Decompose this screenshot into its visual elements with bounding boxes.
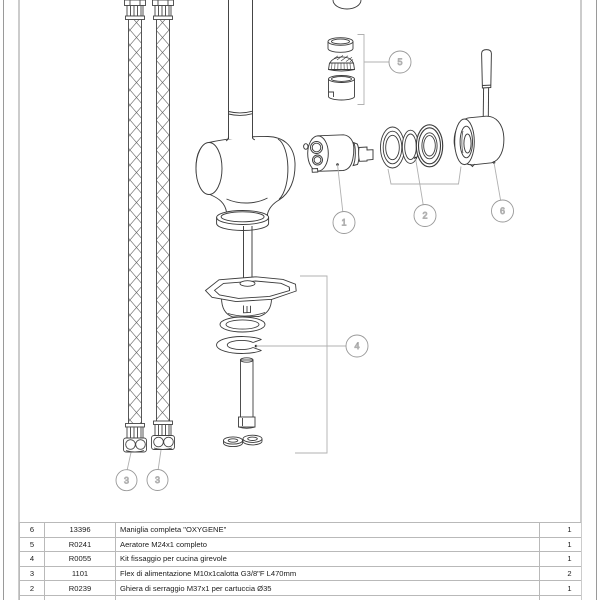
cell-pos: 5: [20, 537, 45, 552]
parts-list: [19, 522, 581, 600]
cartridge: [304, 135, 373, 173]
callout-flex-right: [147, 450, 168, 491]
cut-part-top: [333, 0, 361, 9]
cell-pos: 4: [20, 552, 45, 567]
cell-description: Aeratore M24x1 completo: [116, 537, 540, 552]
cell-description: Kit fissaggio per cucina girevole: [116, 552, 540, 567]
drawing-frame: [4, 0, 597, 600]
faucet-body: [196, 0, 295, 284]
cell-pos: 2: [20, 581, 45, 596]
cell-description: Maniglia completa "OXYGENE": [116, 523, 540, 538]
table-row: [20, 566, 582, 581]
cell-description: Ghiera di serraggio M37x1 per cartuccia Ø35: [116, 581, 540, 596]
flex-hose-right: [152, 0, 175, 450]
table-row: [20, 537, 582, 552]
handle: [454, 50, 504, 167]
flex-hose-left: [124, 0, 147, 452]
cell-qty: 2: [540, 566, 582, 581]
seal-rings: [381, 125, 443, 168]
cell-description: [116, 595, 540, 600]
callouts: [116, 35, 514, 491]
cell-qty: 1: [540, 581, 582, 596]
svg-text:4: 4: [354, 341, 360, 352]
table-row: [20, 552, 582, 567]
cell-pos: 6: [20, 523, 45, 538]
svg-text:5: 5: [397, 57, 403, 68]
cell-code: [45, 595, 116, 600]
svg-text:1: 1: [341, 217, 347, 228]
svg-text:6: 6: [499, 206, 506, 217]
svg-text:3: 3: [154, 475, 161, 486]
cell-qty: 1: [540, 537, 582, 552]
cell-qty: 1: [540, 523, 582, 538]
cell-code: R0241: [45, 537, 116, 552]
table-row: [20, 581, 582, 596]
svg-text:3: 3: [123, 475, 130, 486]
table-row: [20, 523, 582, 538]
cell-pos: [20, 595, 45, 600]
cell-code: R0055: [45, 552, 116, 567]
callout-handle: [492, 161, 514, 222]
svg-text:2: 2: [422, 210, 428, 221]
cell-qty: [540, 595, 582, 600]
cell-code: R0239: [45, 581, 116, 596]
callout-flex-left: [116, 453, 137, 491]
cell-code: 1101: [45, 566, 116, 581]
cell-code: 13396: [45, 523, 116, 538]
callout-fixing-kit: [255, 276, 368, 453]
table-row-partial: [20, 595, 582, 600]
callout-seals: [388, 157, 461, 227]
parts-table: [19, 522, 581, 600]
cell-qty: 1: [540, 552, 582, 567]
callout-cartridge: [333, 163, 355, 233]
cell-pos: 3: [20, 566, 45, 581]
callout-aerator: [358, 35, 412, 105]
cell-description: Flex di alimentazione M10x1calotta G3/8"F L470mm: [116, 566, 540, 581]
aerator-parts: [328, 0, 361, 100]
fixing-kit: [206, 277, 297, 447]
